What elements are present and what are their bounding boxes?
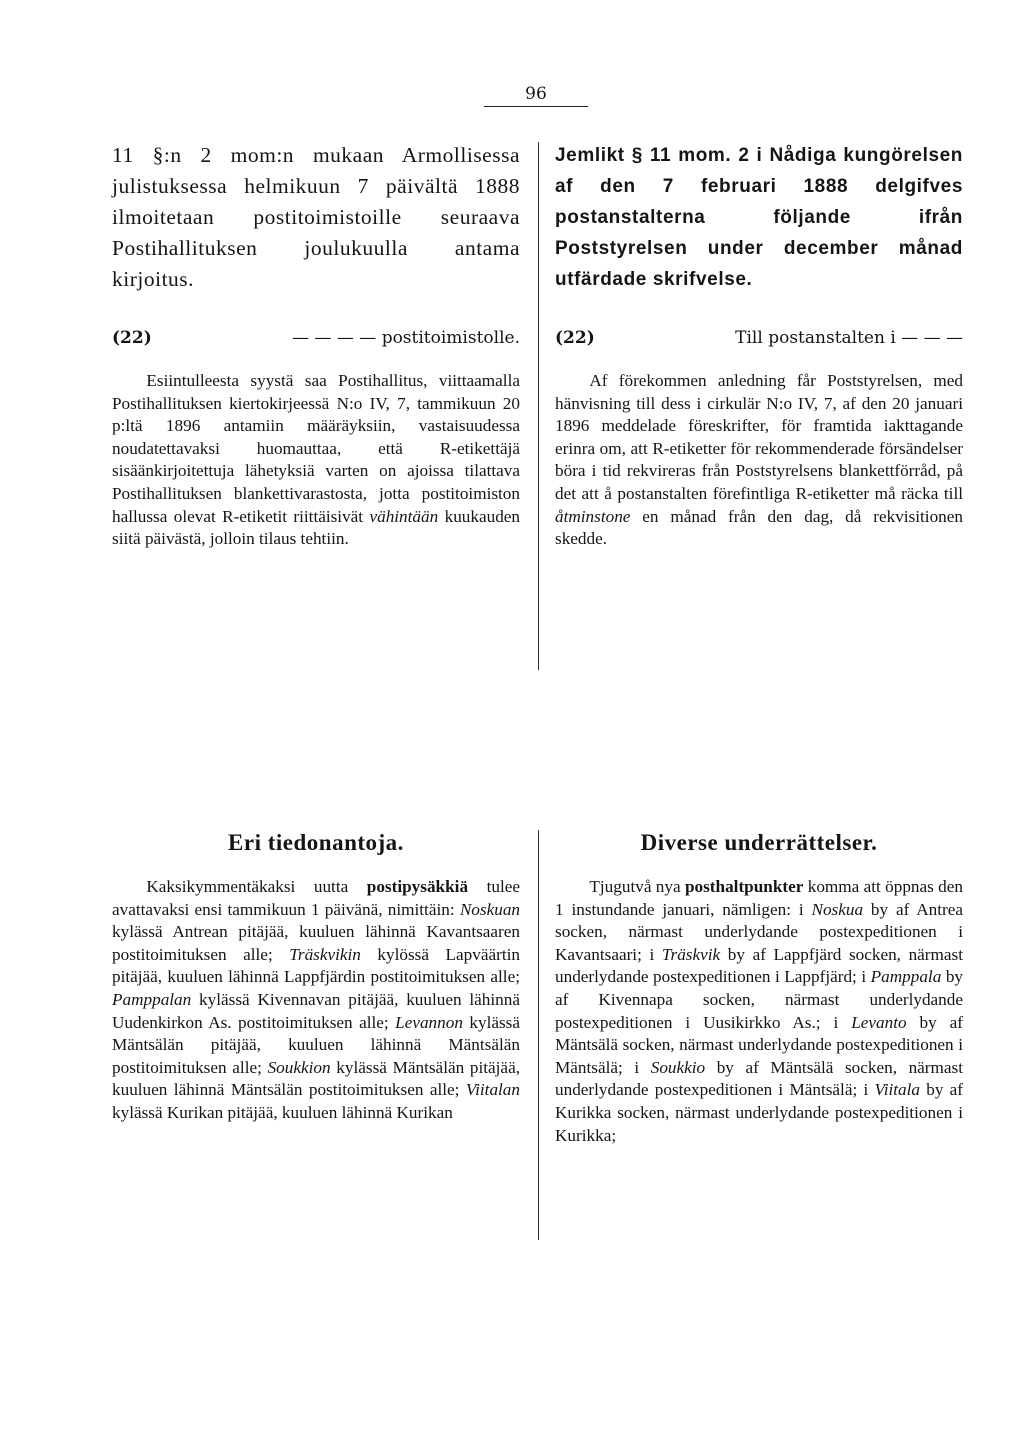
swedish-ref-text: Till postanstalten i — — — <box>735 328 963 348</box>
place-name: Viitalan <box>465 1080 520 1100</box>
finnish-reference-line <box>112 327 520 349</box>
finnish-notices-body <box>112 876 520 1125</box>
swedish-heading-text: Jemlikt § 11 mom. 2 i Nådiga kungörelsen af den 7 februari 1888 delgifves postanstalterna följande ifrån Poststyrelsen under december månad utfärdade skrifvelse. <box>555 145 963 290</box>
emphasis-term: postipysäkkiä <box>366 877 469 896</box>
swedish-body-end: en månad från den dag, då rekvisitionen skedde. <box>555 506 963 549</box>
text-run: Kaksikymmentäkaksi uutta <box>146 877 367 896</box>
finnish-body-text: Esiintulleesta syystä saa Postihallitus, viittaamalla Postihallituksen kiertokirjeessä N:o IV, 7, tammikuun 20 p:ltä 1896 antamiin määräyksiin, vastaisuudessa noudatettavaksi huomauttaa, että R-etikettäjä sisäänkirjoitettuja lähetyksiä varten on ajoissa tilattava Postihallituksen blankettivarastosta, jotta postitoimiston hallussa olevat R-etiketit riittäisivät <box>112 371 520 526</box>
finnish-body <box>112 370 520 551</box>
text-run: komma att öppnas den 1 instundande januari, nämligen: i <box>555 877 963 919</box>
place-name: Träskvikin <box>289 944 361 964</box>
place-name: Noskuan <box>459 899 520 919</box>
swedish-notices-body <box>555 876 963 1147</box>
swedish-ref-number: (22) <box>555 328 595 348</box>
place-name: Pamppalan <box>112 989 192 1009</box>
finnish-notices-title: Eri tiedonantoja. <box>228 830 404 855</box>
text-run: Tjugutvå nya <box>589 877 685 896</box>
place-name: Levannon <box>395 1012 463 1032</box>
swedish-notices-title: Diverse underrättelser. <box>640 830 878 855</box>
text-run: tulee avattavaksi ensi tammikuun 1 päivänä, nimittäin: <box>112 877 520 919</box>
swedish-heading <box>555 140 963 295</box>
place-name: Levanto <box>851 1012 907 1032</box>
text-run: by af Mäntsälä socken, närmast underlydande postexpeditionen i Mäntsälä; i <box>555 1057 963 1100</box>
place-name: Träskvik <box>661 944 721 964</box>
text-run: kylössä Lapväärtin pitäjää, kuuluen lähinnä Lappfjärdin postitoimituksen alle; <box>112 944 520 987</box>
text-run: by af Kivennapa socken, närmast underlydande postexpeditionen i Uusikirkko As.; i <box>555 967 963 1032</box>
bottom-column-divider <box>538 830 539 1240</box>
page-number: 96 <box>484 84 588 107</box>
text-run: by af Lappfjärd socken, närmast underlydande postexpeditionen i Lappfjärd; i <box>555 944 963 987</box>
text-run: kylässä Kurikan pitäjää, kuuluen lähinnä Kurikan <box>112 1102 453 1122</box>
text-run: kylässä Kivennavan pitäjää, kuuluen lähinnä Uudenkirkon As. postitoimituksen alle; <box>112 989 520 1032</box>
bottom-left-column <box>112 830 520 1125</box>
finnish-ref-text: — — — — postitoimistolle. <box>292 328 520 348</box>
swedish-body <box>555 370 963 551</box>
text-run: kylässä Antrean pitäjää, kuuluen lähinnä Kavantsaaren postitoimituksen alle; <box>112 922 520 964</box>
swedish-body-emphasis: åtminstone <box>555 506 631 526</box>
finnish-body-emphasis: vähintään <box>369 506 439 526</box>
place-name: Noskua <box>811 899 864 919</box>
swedish-notices-paragraph <box>555 876 963 1147</box>
emphasis-term: posthaltpunkter <box>684 877 804 896</box>
swedish-body-text: Af förekommen anledning får Poststyrelsen, med hänvisning till dess i cirkulär N:o IV, 7, af den 20 januari 1896 meddelade föreskrifter, för framtida iakttagande erinra om, att R-etiketter för rekommenderade försändelser böra i tid rekvireras från Poststyrelsens blankettförråd, på det att å postanstalten förefintliga R-etiketter må räcka till <box>555 371 963 503</box>
top-left-column <box>112 140 520 551</box>
finnish-notices-paragraph <box>112 876 520 1125</box>
text-run: by af Mäntsälä socken, närmast underlydande postexpeditionen i Mäntsälä; i <box>555 1012 963 1077</box>
finnish-heading-text: 11 §:n 2 mom:n mukaan Armollisessa julistuksessa helmikuun 7 päivältä 1888 ilmoitetaan postitoimistoille seuraava Postihallituksen joulukuulla antama kirjoitus. <box>112 143 520 291</box>
bottom-right-column <box>555 830 963 1147</box>
swedish-reference-line <box>555 327 963 349</box>
place-name: Soukkio <box>650 1057 706 1077</box>
top-column-divider <box>538 142 539 670</box>
finnish-heading <box>112 140 520 295</box>
swedish-body-paragraph <box>555 370 963 551</box>
text-run: kylässä Mäntsälän pitäjää, kuuluen lähinnä Mäntsälän postitoimituksen alle; <box>112 1012 520 1077</box>
finnish-ref-number: (22) <box>112 328 152 348</box>
text-run: kylässä Mäntsälän pitäjää, kuuluen lähinnä Mäntsälän postitoimituksen alle; <box>112 1057 520 1100</box>
top-right-column <box>555 140 963 551</box>
place-name: Viitala <box>874 1080 920 1100</box>
finnish-body-paragraph <box>112 370 520 551</box>
place-name: Pamppala <box>870 967 942 987</box>
place-name: Soukkion <box>267 1057 331 1077</box>
finnish-body-end: kuukauden siitä päivästä, jolloin tilaus tehtiin. <box>112 506 521 549</box>
text-run: by af Kurikka socken, närmast underlydande postexpeditionen i Kurikka; <box>555 1080 963 1145</box>
text-run: by af Antrea socken, närmast underlydande postexpeditionen i Kavantsaari; i <box>555 899 963 964</box>
